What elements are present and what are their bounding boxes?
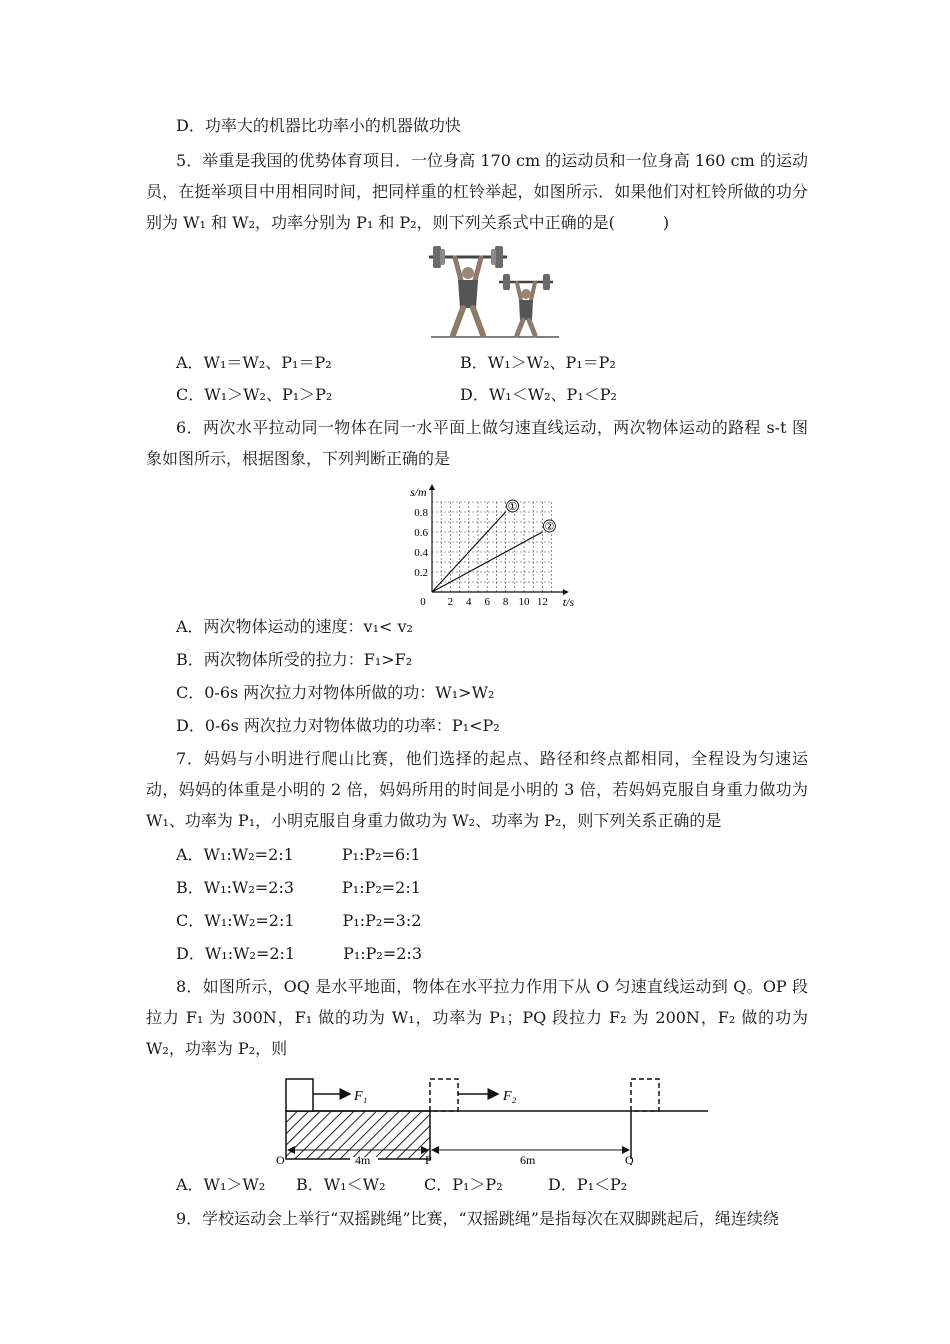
q7-question: 7．妈妈与小明进行爬山比赛，他们选择的起点、路径和终点都相同，全程设为匀速运动，妈妈的体重是小明的 2 倍，妈妈所用的时间是小明的 3 倍，若妈妈克服自身重力做功为 W₁、功率为 P₁，小明克服自身重力做功为 W₂、功率为 P₂，则下列关系正确的是: [146, 749, 808, 830]
q5-option-c: C．W₁＞W₂、P₁＞P₂: [176, 385, 333, 404]
q7-option-b: B．W₁:W₂=2:3 P₁:P₂=2:1: [176, 878, 421, 897]
x-axis-label: t/s: [562, 595, 575, 609]
q6-option-b: B．两次物体所受的拉力：F₁>F₂: [176, 650, 413, 669]
s-t-chart: [400, 480, 580, 610]
box-at-q: [631, 1079, 659, 1111]
q5-question: 5．举重是我国的优势体育项目．一位身高 170 cm 的运动员和一位身高 160 cm 的运动员，在挺举项目中用相同时间，把同样重的杠铃举起，如图所示．如果他们对杠铃所做的功分别为 W₁ 和 W₂，功率分别为 P₁ 和 P₂，则下列关系式中正确的是( ): [146, 151, 808, 232]
point-p-label: P: [425, 1153, 432, 1165]
q5-option-b: B．W₁＞W₂、P₁＝P₂: [460, 353, 616, 372]
x-tick-label: 10: [518, 596, 530, 608]
point-q-label: Q: [625, 1153, 634, 1165]
x-tick-label: 8: [502, 596, 509, 608]
point-o-label: O: [276, 1153, 285, 1165]
dist-pq-label: 6m: [520, 1153, 536, 1165]
y-tick-label: 0.8: [414, 507, 428, 519]
q9-question: 9．学校运动会上举行“双摇跳绳”比赛，“双摇跳绳”是指每次在双脚跳起后，绳连续绕: [176, 1209, 779, 1228]
q6-option-a: A．两次物体运动的速度：v₁< v₂: [176, 617, 413, 636]
q7-option-a: A．W₁:W₂=2:1 P₁:P₂=6:1: [176, 845, 421, 864]
x-tick-label: 12: [536, 596, 548, 608]
dist-op-label: 4m: [355, 1153, 371, 1165]
f1-label: F₁: [354, 1089, 368, 1104]
q7-option-d: D．W₁:W₂=2:1 P₁:P₂=2:3: [176, 944, 423, 963]
x-tick-label: 4: [466, 596, 472, 608]
q5-option-a: A．W₁＝W₂、P₁＝P₂: [176, 353, 332, 372]
q7-option-c: C．W₁:W₂=2:1 P₁:P₂=3:2: [176, 911, 422, 930]
weightlifters-figure: [425, 240, 565, 340]
q8-option-a: A．W₁＞W₂: [176, 1175, 266, 1194]
q8-option-b: B．W₁＜W₂: [296, 1175, 386, 1194]
q4-option-d: D．功率大的机器比功率小的机器做功快: [176, 116, 461, 135]
q8-option-d: D．P₁＜P₂: [548, 1175, 628, 1194]
chart-grid: [432, 502, 555, 592]
y-tick-label: 0.4: [414, 547, 428, 559]
f2-label: F₂: [503, 1089, 517, 1104]
q5-option-d: D．W₁＜W₂、P₁＜P₂: [460, 385, 617, 404]
x-tick-label: 6: [484, 596, 490, 608]
q8-question: 8．如图所示，OQ 是水平地面，物体在水平拉力作用下从 O 匀速直线运动到 Q。OP 段拉力 F₁ 为 300N，F₁ 做的功为 W₁，功率为 P₁；PQ 段拉力 F₂ 为 200N，F₂ 做的功为 W₂，功率为 P₂，则: [146, 977, 808, 1058]
box-at-p: [430, 1079, 458, 1111]
force-distance-figure: [270, 1070, 710, 1165]
y-axis-arrow: [429, 484, 435, 490]
q6-option-d: D．0-6s 两次拉力对物体做功的功率：P₁<P₂: [176, 716, 500, 735]
q6-option-c: C．0-6s 两次拉力对物体所做的功：W₁>W₂: [176, 683, 495, 702]
y-axis-label: s/m: [410, 485, 427, 499]
q6-question: 6．两次水平拉动同一物体在同一水平面上做匀速直线运动，两次物体运动的路程 s-t 图象如图所示，根据图象，下列判断正确的是: [146, 418, 808, 468]
q8-option-c: C．P₁＞P₂: [424, 1175, 503, 1194]
series-label-2: ②: [544, 521, 555, 533]
series-label-1: ①: [507, 501, 518, 513]
box-at-o: [286, 1079, 313, 1111]
chart-axes: [429, 484, 569, 595]
y-tick-label: 0.6: [414, 527, 428, 539]
y-tick-label: 0.2: [414, 567, 428, 579]
x-tick-label: 0: [420, 596, 426, 608]
x-tick-label: 2: [447, 596, 454, 608]
